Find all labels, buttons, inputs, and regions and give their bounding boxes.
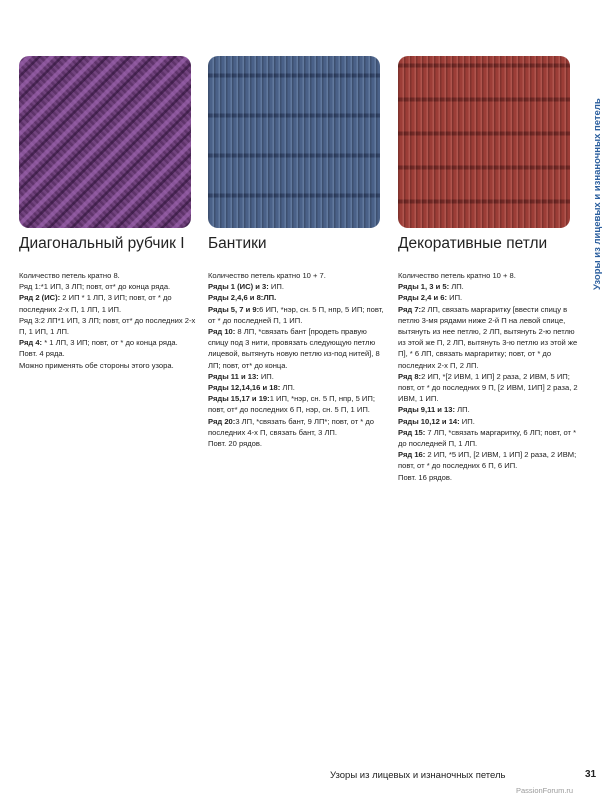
watermark-text: PassionForum.ru — [516, 786, 574, 795]
instruction-line: Ряд 8:2 ИП, *[2 ИВМ, 1 ИП] 2 раза, 2 ИВМ, 5 ИП; повт, от * до последних 9 П, [2 ИВМ, 1ИП] 2 раза, 2 ИВМ, 1 ИП. — [398, 371, 578, 404]
instruction-line: Ряды 2,4 и 6: ИП. — [398, 293, 463, 303]
instruction-line: Ряды 11 и 13: ИП. — [208, 371, 274, 381]
instruction-line: Можно применять обе стороны этого узора. — [19, 360, 174, 370]
pattern-title-1: Диагональный рубчик I — [19, 235, 185, 252]
swatch-image-decorative-loops — [398, 56, 570, 228]
instruction-line: Ряд 1:*1 ИП, 3 ЛП; повт, от* до конца ряда. — [19, 282, 171, 292]
instruction-line: Количество петель кратно 10 + 8. — [398, 271, 516, 280]
pattern-title-2: Бантики — [208, 235, 267, 252]
instruction-line: Ряды 1 (ИС) и 3: ИП. — [208, 282, 284, 292]
instruction-line: Ряд 7:2 ЛП, связать маргаритку [ввести спицу в петлю 3-мя рядами ниже 2-й П на левой спице, вытянуть из нее петлю, 2 ЛП, вытянуть 2-ю петлю из этой же П, 2 ЛП, вытянуть 3-ю петлю из этой же П], * 6 ЛП, связать маргаритку; повт, от * до последних 2-х П, 2 ЛП. — [398, 304, 578, 370]
swatch-image-bows — [208, 56, 380, 228]
instruction-line: Количество петель кратно 8. — [19, 271, 120, 280]
instruction-line: Ряд 3:2 ЛП*1 ИП, 3 ЛП; повт, от* до последних 2-х П, 1 ИП, 1 ЛП. — [19, 315, 196, 337]
instruction-line: Повт. 16 рядов. — [398, 472, 453, 482]
instruction-line: Ряды 15,17 и 19:1 ИП, *нэр, сн. 5 П, нпр, 5 ИП; повт, от* до последних 6 П, нэр, сн. 5 П, 1 ИП. — [208, 394, 375, 415]
instruction-line: Количество петель кратно 10 + 7. — [208, 271, 326, 280]
instruction-line: Ряд 10: 8 ЛП, *связать бант [продеть правую спицу под 3 нити, провязать следующую петлю лицевой, вытянуть новую петлю из-под нитей], 8 ЛП; повт, от* до конца. — [208, 327, 380, 370]
instruction-line: Ряды 1, 3 и 5: ЛП. — [398, 282, 464, 292]
instruction-line: Ряд 20:3 ЛП, *связать бант, 9 ЛП*; повт, от * до последних 4-х П, связать бант, 3 ЛП. — [208, 416, 375, 437]
instruction-line: Ряды 10,12 и 14: ИП. — [398, 416, 475, 426]
instruction-line: Повт. 4 ряда. — [19, 349, 65, 359]
instruction-line: Ряды 12,14,16 и 18: ЛП. — [208, 383, 295, 393]
pattern-instructions-3 — [398, 270, 578, 483]
instruction-line: Ряд 2 (ИС): 2 ИП * 1 ЛП, 3 ИП; повт, от * до последних 2-х П, 1 ЛП, 1 ИП. — [19, 293, 172, 314]
instruction-line: Повт. 20 рядов. — [208, 439, 263, 449]
pattern-title-3: Декоративные петли — [398, 235, 548, 252]
instruction-line: Ряд 4: * 1 ЛП, 3 ИП; повт, от * до конца ряда. — [19, 338, 178, 348]
section-side-title: Узоры из лицевых и изнаночных петель — [592, 98, 603, 290]
swatch-image-diagonal-rib — [19, 56, 191, 228]
instruction-line: Ряд 16: 2 ИП, *5 ИП, [2 ИВМ, 1 ИП] 2 раза, 2 ИВМ; повт, от * до последних 6 П, 6 ИП. — [398, 450, 577, 471]
instruction-line: Ряды 2,4,6 и 8:ЛП. — [208, 293, 277, 303]
instruction-line: Ряды 9,11 и 13: ЛП. — [398, 405, 470, 415]
page-number: 31 — [585, 769, 597, 780]
pattern-instructions-2 — [208, 270, 388, 449]
footer-section-title: Узоры из лицевых и изнаночных петель — [330, 770, 506, 781]
pattern-instructions-1 — [19, 270, 199, 371]
instruction-line: Ряд 15: 7 ЛП, *связать маргаритку, 6 ЛП; повт, от * до последней П, 1 ЛП. — [398, 427, 577, 449]
instruction-line: Ряды 5, 7 и 9:6 ИП, *нэр, сн. 5 П, нпр, 5 ИП; повт, от * до последней П, 1 ИП. — [208, 304, 384, 325]
